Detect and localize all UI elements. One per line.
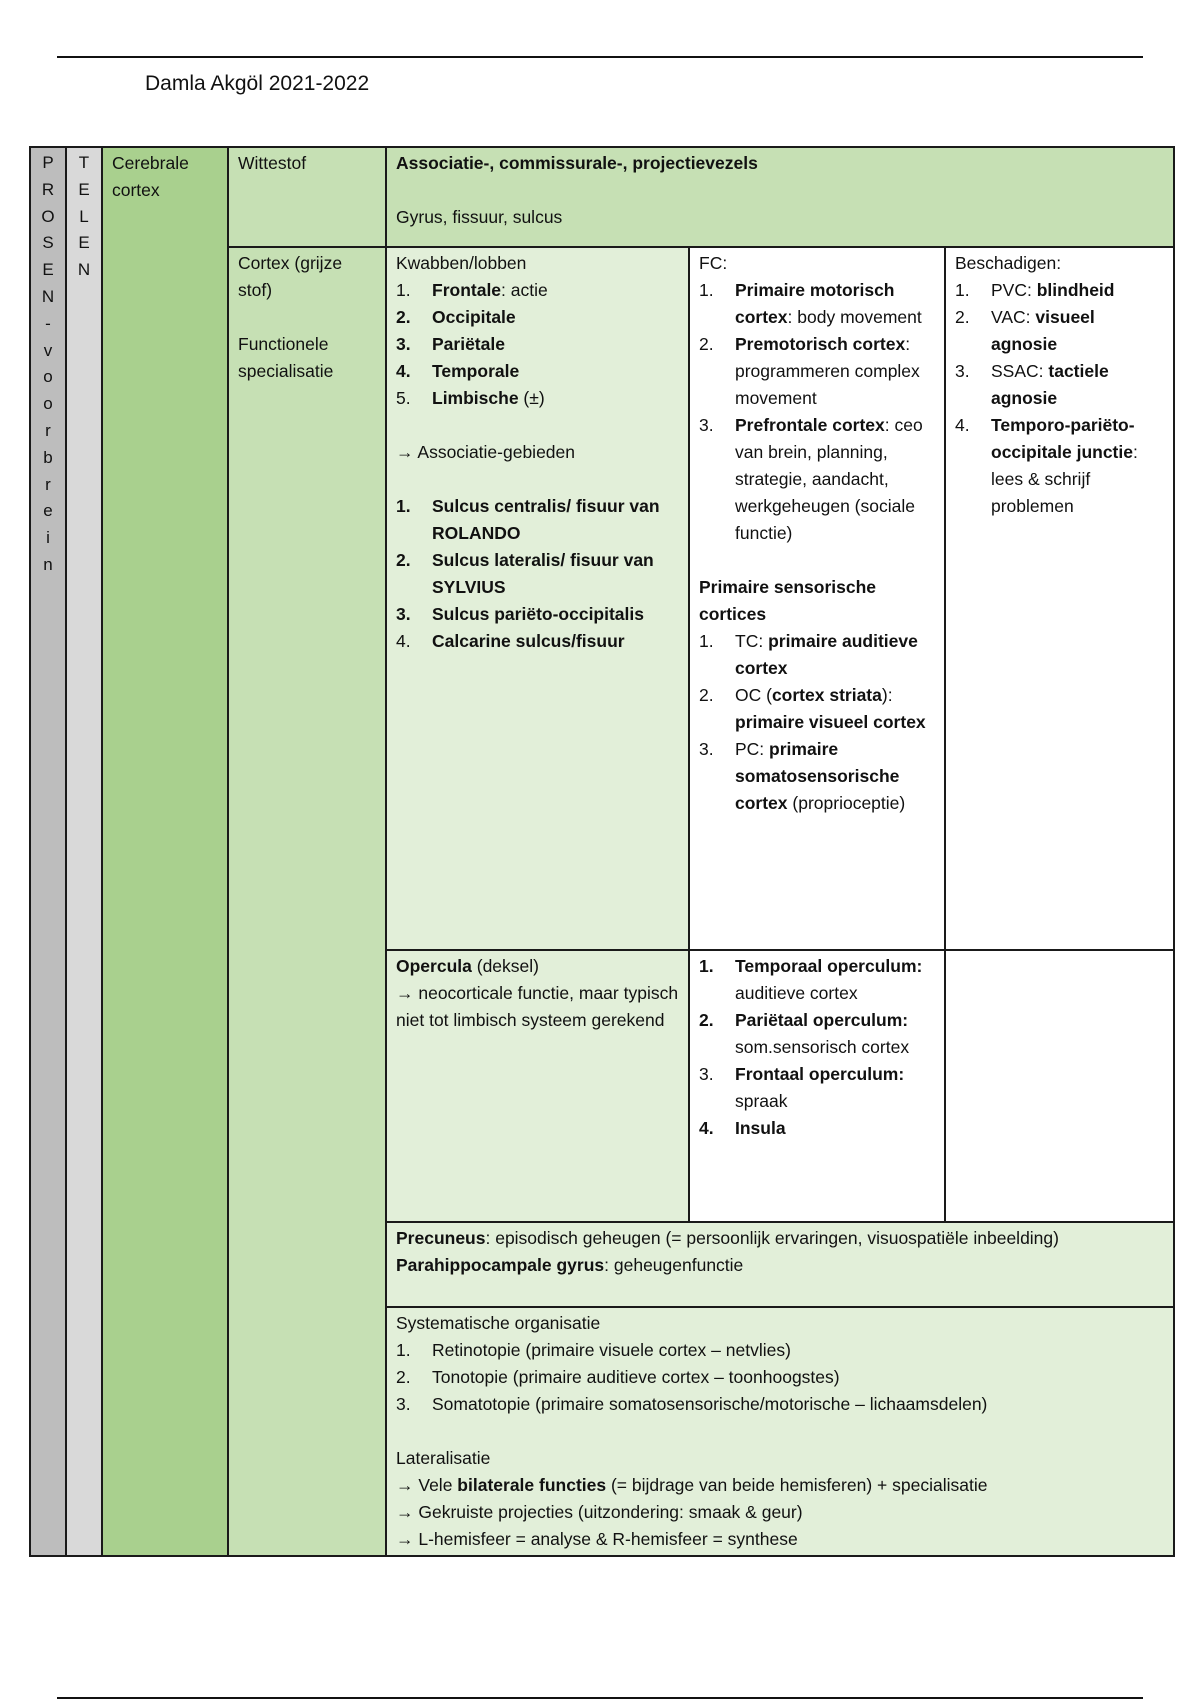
cell-kwabben: Kwabben/lobben 1. Frontale: actie 2. Occipitale 3. Pariëtale 4. Temporale 5. Limbische (±) → Associatie-gebieden 1. Sulcus centralis/ fisuur van ROLANDO 2. Sulcus lateralis/ fisuur van SYLVIUS 3. Sulcus pariëto-occipitalis 4. Calcarine sulcus/fisuur	[386, 247, 689, 950]
lobes-list	[396, 277, 679, 412]
list-item: 4. Temporale	[396, 361, 520, 381]
list-item: 2. Occipitale	[396, 307, 516, 327]
column-telencephalon: T E L E N	[66, 147, 102, 1556]
cell-opercula: Opercula (deksel) → neocorticale functie, maar typisch niet tot limbisch systeem gerekend	[386, 950, 689, 1222]
cell-opercula-list	[689, 950, 945, 1222]
list-item: 2. Sulcus lateralis/ fisuur van SYLVIUS	[396, 550, 654, 597]
cell-systematisch: Systematische organisatie 1. Retinotopie (primaire visuele cortex – netvlies) 2. Tonotopie (primaire auditieve cortex – toonhoogstes) 3. Somatotopie (primaire somatosensorische/motorische – lichaamsdelen) Lateralisatie → Vele bilaterale functies (= bijdrage van beide hemisferen) + specialisatie → Gekruiste projecties (uitzondering: smaak & geur) → L-hemisfeer = analyse & R-hemisfeer = synthese	[386, 1307, 1174, 1556]
list-item: 2. VAC: visueel agnosie	[955, 307, 1095, 354]
list-item: 3. Pariëtale	[396, 334, 505, 354]
list-item: 1. TC: primaire auditieve cortex	[699, 631, 918, 678]
list-item: 4. Insula	[699, 1118, 786, 1138]
column-prosencephalon: P R O S E N - v o o r b r e i n	[30, 147, 66, 1556]
list-item: 2. OC (cortex striata): primaire visueel cortex	[699, 685, 926, 732]
list-item: 3. Frontaal operculum: spraak	[699, 1064, 905, 1111]
list-item: 3. Somatotopie (primaire somatosensorische/motorische – lichaamsdelen)	[396, 1394, 988, 1414]
column-cerebrale-cortex: Cerebrale cortex	[102, 147, 228, 1556]
list-item: 3. SSAC: tactiele agnosie	[955, 361, 1109, 408]
list-item: 3. PC: primaire somatosensorische cortex (proprioceptie)	[699, 739, 906, 813]
header-rule	[57, 56, 1143, 58]
cell-fc: FC: 1. Primaire motorisch cortex: body movement 2. Premotorisch cortex: programmeren complex movement 3. Prefrontale cortex: ceo van brein, planning, strategie, aandacht, werkgeheugen (sociale functie) Primaire sensorische cortices 1. TC: primaire auditieve cortex 2. OC (cortex striata): primaire visueel cortex 3. PC: primaire somatosensorische cortex (proprioceptie)	[689, 247, 945, 950]
list-item: 1. Sulcus centralis/ fisuur van ROLANDO	[396, 496, 660, 543]
footer-rule	[57, 1697, 1143, 1699]
systematisch-list	[396, 1337, 1164, 1418]
list-item: 1. PVC: blindheid	[955, 280, 1115, 300]
fc-list	[699, 277, 935, 547]
list-item: 2. Pariëtaal operculum: som.sensorisch cortex	[699, 1010, 910, 1057]
list-item: 5. Limbische (±)	[396, 388, 545, 408]
document-author: Damla Akgöl 2021-2022	[145, 72, 370, 95]
damage-list	[955, 277, 1164, 520]
cell-cortex-label: Cortex (grijze stof) Functionele specialisatie	[228, 247, 386, 1556]
list-item: 1. Frontale: actie	[396, 280, 548, 300]
list-item: 1. Retinotopie (primaire visuele cortex – netvlies)	[396, 1340, 791, 1360]
cell-precuneus: Precuneus: episodisch geheugen (= persoonlijk ervaringen, visuospatiële inbeelding) Parahippocampale gyrus: geheugenfunctie	[386, 1222, 1174, 1307]
list-item: 1. Primaire motorisch cortex: body movement	[699, 280, 922, 327]
list-item: 2. Premotorisch cortex: programmeren complex movement	[699, 334, 920, 408]
list-item: 4. Temporo-pariëto-occipitale junctie: lees & schrijf problemen	[955, 415, 1138, 516]
opercula-list	[699, 953, 935, 1142]
list-item: 2. Tonotopie (primaire auditieve cortex – toonhoogstes)	[396, 1367, 840, 1387]
cell-empty	[945, 950, 1174, 1222]
list-item: 3. Prefrontale cortex: ceo van brein, planning, strategie, aandacht, werkgeheugen (sociale functie)	[699, 415, 923, 543]
cell-wittestof-label: Wittestof	[228, 147, 386, 247]
sensory-list	[699, 628, 935, 817]
list-item: 1. Temporaal operculum: auditieve cortex	[699, 956, 923, 1003]
cell-wittestof-content: Associatie-, commissurale-, projectievezels Gyrus, fissuur, sulcus	[386, 147, 1174, 247]
cell-beschadigen: Beschadigen: 1. PVC: blindheid 2. VAC: visueel agnosie 3. SSAC: tactiele agnosie 4. Temporo-pariëto-occipitale junctie: lees & schrijf problemen	[945, 247, 1174, 950]
sulci-list	[396, 493, 679, 655]
list-item: 4. Calcarine sulcus/fisuur	[396, 631, 625, 651]
list-item: 3. Sulcus pariëto-occipitalis	[396, 604, 644, 624]
summary-table	[29, 146, 1175, 1557]
associatie-note: → Associatie-gebieden	[396, 442, 575, 462]
